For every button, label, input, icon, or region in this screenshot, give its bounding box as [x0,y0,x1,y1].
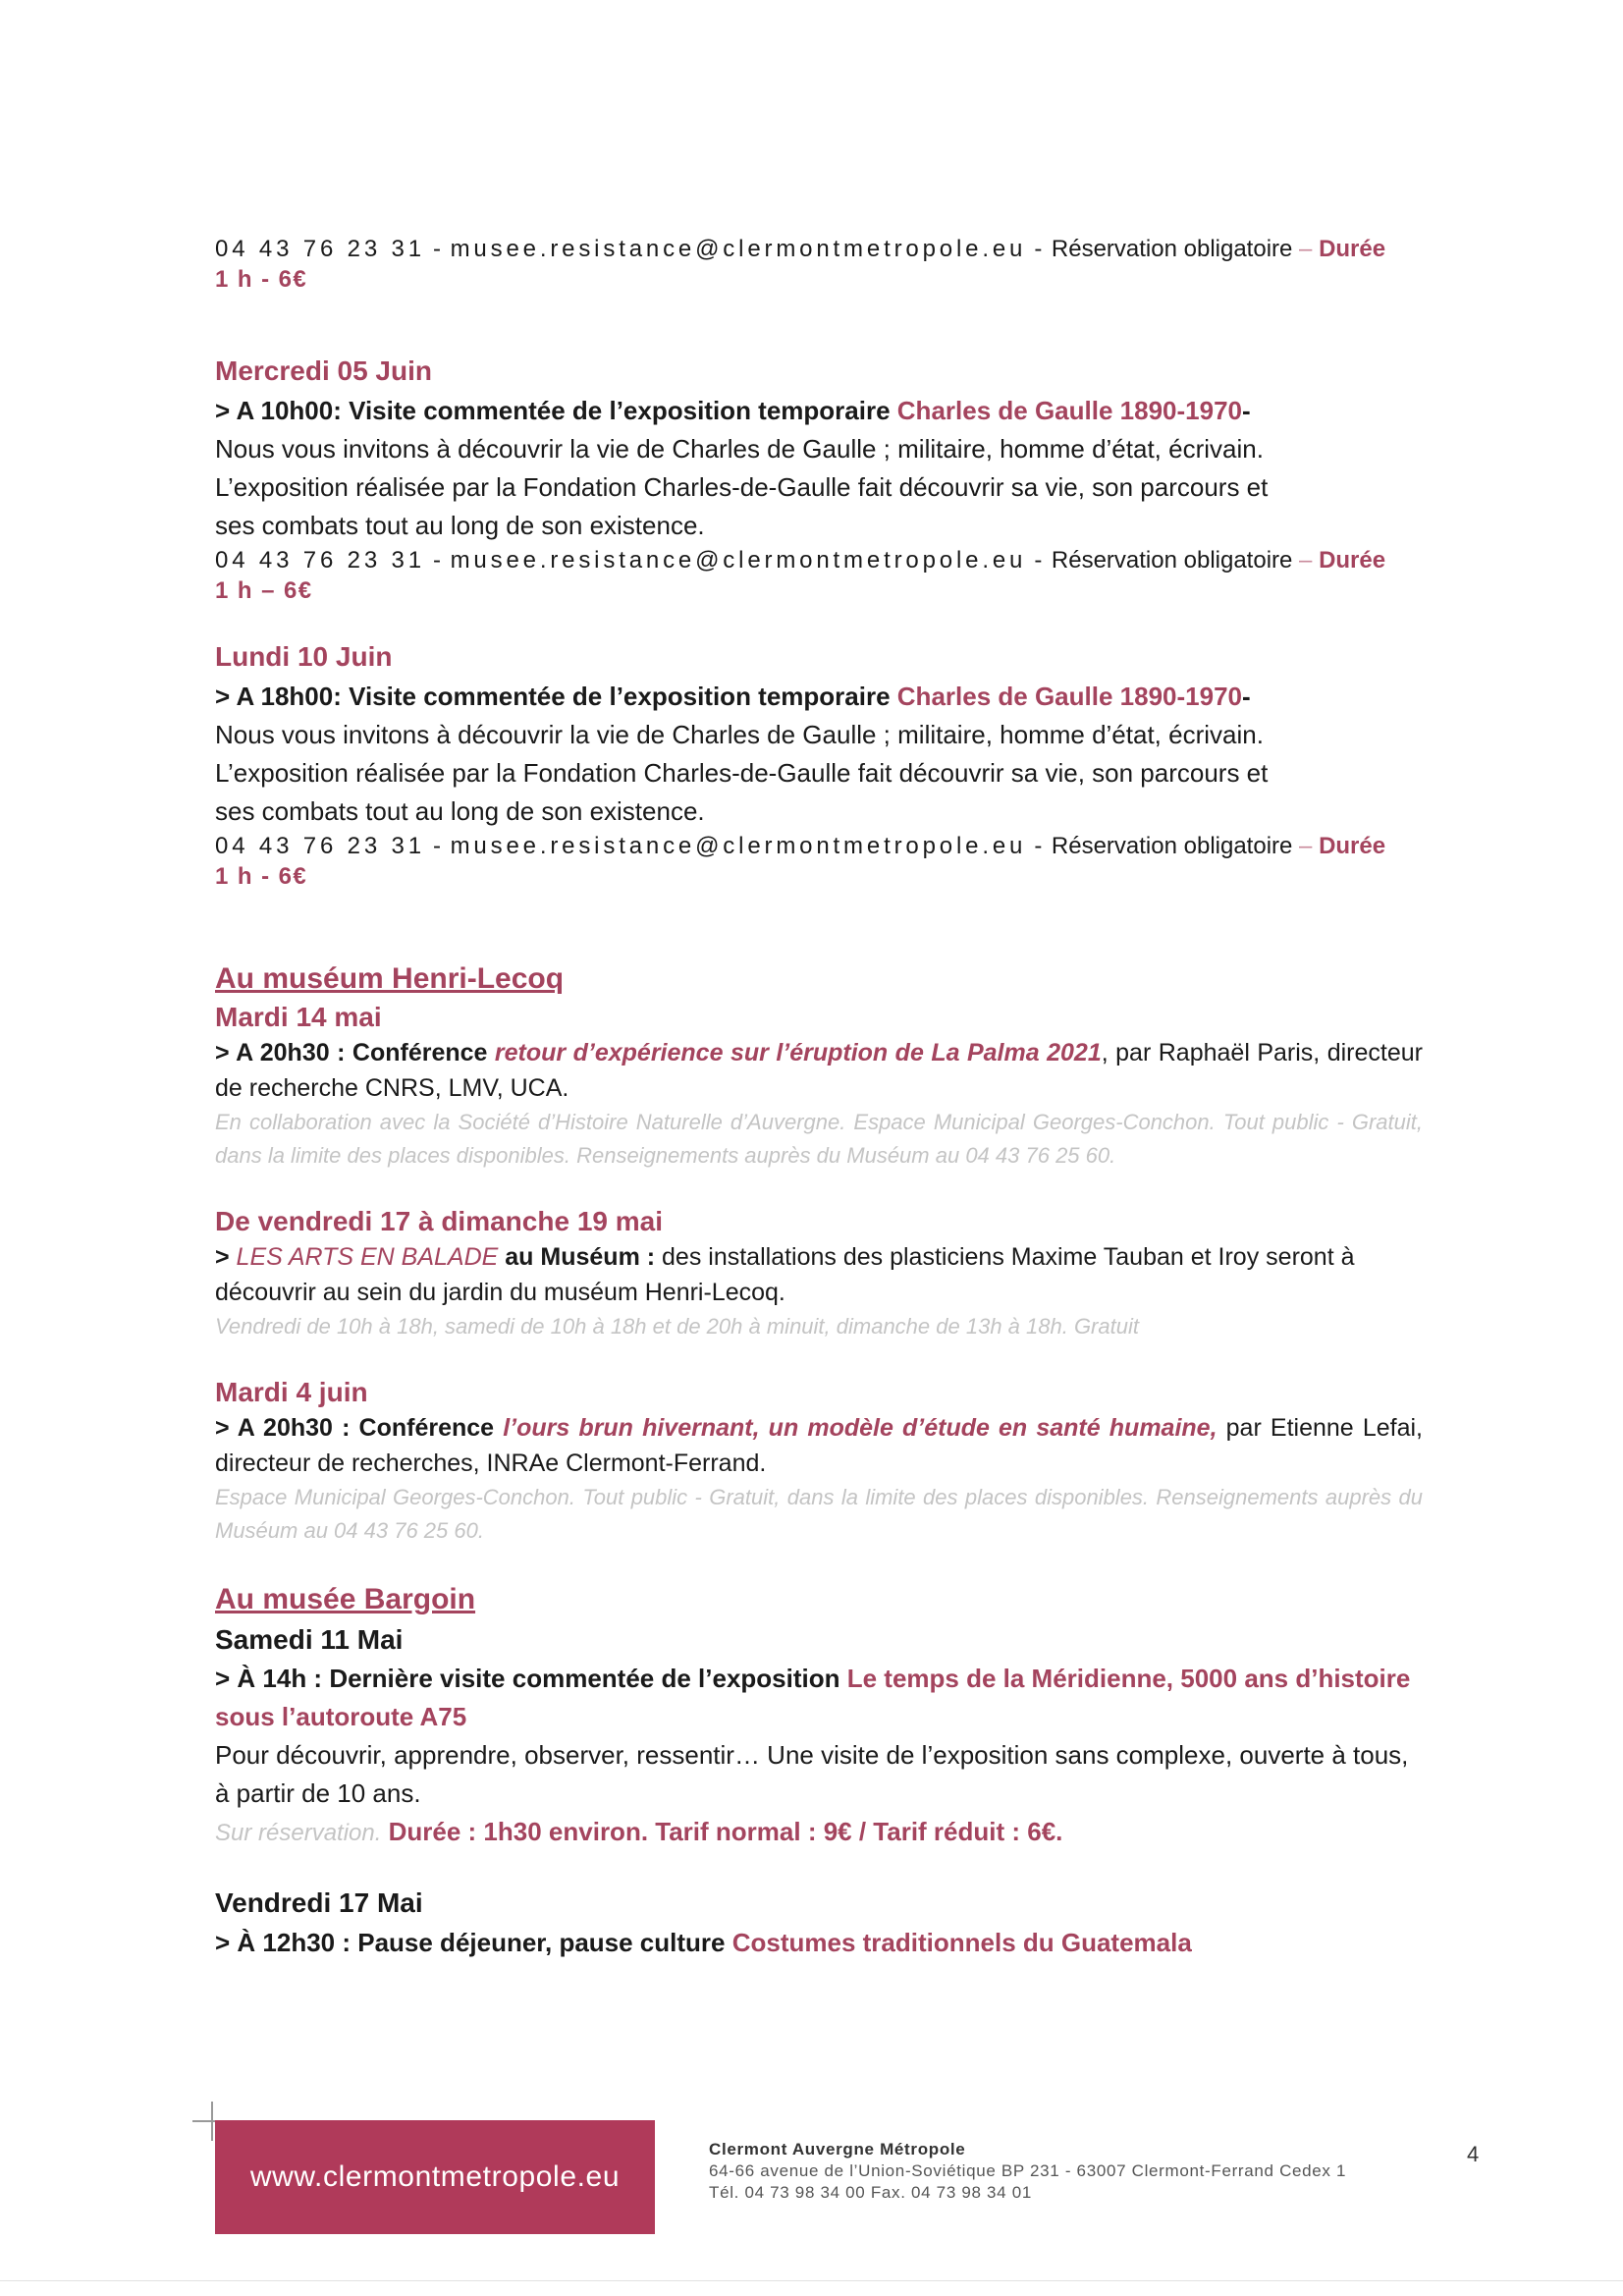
reservation-note: Sur réservation. [215,1820,382,1846]
event-note: En collaboration avec la Société d’Histoire Naturelle d’Auvergne. Espace Municipal Georges-Conchon. Tout public - Gratuit, dans la limite des places disponibles. Renseignements auprès du Muséum au 04 43 76 25 60. [215,1110,1423,1168]
email-link[interactable]: musee.resistance@clermontmetropole.eu [450,833,1027,859]
event-date: De vendredi 17 à dimanche 19 mai [215,1206,663,1236]
activity-lead: > A 20h30 : Conférence [215,1039,495,1066]
duration-label: Durée [1319,547,1386,574]
dash: – [1292,236,1320,262]
page-number: 4 [1467,2142,1480,2166]
event-date: Samedi 11 Mai [215,1624,404,1655]
venue-heading: Au musée Bargoin [215,1583,476,1615]
exhibition-title: Charles de Gaulle 1890-1970 [896,396,1242,425]
event-activity [215,1923,1423,1962]
venue-heading: Au muséum Henri-Lecoq [215,962,565,995]
phone-number: 04 43 76 23 31 [215,547,425,574]
price-text: 1 h - 6€ [215,863,308,890]
event-description-line: Nous vous invitons à découvrir la vie de Charles de Gaulle ; militaire, homme d’état, écrivain. [215,434,1264,464]
event-note: Espace Municipal Georges-Conchon. Tout public - Gratuit, dans la limite des places disponibles. Renseignements auprès du Muséum au 04 43 76 25 60. [215,1485,1423,1543]
event-title: LES ARTS EN BALADE [236,1243,499,1271]
event-date: Mardi 14 mai [215,1002,382,1032]
contact-line [215,545,1423,576]
activity-lead: > À 12h30 : Pause déjeuner, pause culture [215,1928,732,1957]
conference-title: l’ours brun hivernant, un modèle d’étude en santé humaine, [503,1414,1217,1442]
contact-block-top [215,234,1423,295]
activity-tail: - [1241,682,1251,711]
footer-address [709,2139,1416,2204]
phone-fax: Tél. 04 73 98 34 00 Fax. 04 73 98 34 01 [709,2183,1032,2202]
activity-lead: > À 14h : Dernière visite commentée de l’exposition [215,1664,847,1693]
event-activity [215,1035,1423,1106]
duration-label: Durée [1319,236,1386,262]
activity-tail: des installations des plasticiens Maxime Tauban et Iroy seront à découvrir au sein du jardin du muséum Henri-Lecoq. [215,1243,1355,1306]
activity-tail: , par Raphaël Paris, directeur de recherche CNRS, LMV, UCA. [215,1039,1423,1102]
activity-lead: > [215,1243,237,1271]
event-description-line: L’exposition réalisée par la Fondation Charles-de-Gaulle fait découvrir sa vie, son parcours et [215,472,1269,502]
section-musee-bargoin [215,1579,1423,1852]
conference-title: retour d’expérience sur l’éruption de La Palma 2021 [494,1039,1102,1066]
event-activity [215,677,1423,716]
event-activity [215,1660,1423,1736]
event-booking-info [215,1813,1423,1852]
activity-lead: > A 10h00: Visite commentée de l’exposition temporaire [215,396,897,425]
page-content [215,234,1423,1962]
activity-lead: > A 20h30 : Conférence [215,1414,504,1442]
dash: – [1292,547,1320,574]
event-lecoq-2 [215,1204,1423,1343]
event-note: Vendredi de 10h à 18h, samedi de 10h à 18h et de 20h à minuit, dimanche de 13h à 18h. Gratuit [215,1314,1139,1339]
event-date: Vendredi 17 Mai [215,1887,423,1918]
activity-lead: > A 18h00: Visite commentée de l’exposition temporaire [215,682,897,711]
event-resistance-2 [215,637,1423,892]
separator: - [1026,547,1052,574]
reservation-text: Réservation obligatoire [1051,236,1293,262]
email-link[interactable]: musee.resistance@clermontmetropole.eu [450,236,1027,262]
website-link[interactable]: www.clermontmetropole.eu [249,2160,621,2193]
phone-number: 04 43 76 23 31 [215,833,425,859]
activity-tail: - [1241,396,1251,425]
event-description-line: ses combats tout au long de son existence. [215,796,705,826]
section-museum-lecoq [215,958,1423,1173]
separator: - [1026,833,1052,859]
event-lecoq-3 [215,1375,1423,1548]
exhibition-title: Le temps de la Méridienne, 5000 ans d’histoire sous l’autoroute A75 [215,1664,1411,1731]
event-activity [215,1410,1423,1481]
event-date: Mercredi 05 Juin [215,355,432,386]
duration-label: Durée [1319,833,1386,859]
event-description: Pour découvrir, apprendre, observer, ressentir… Une visite de l’exposition sans complexe, ouverte à tous, à partir de 10 ans. [215,1740,1409,1808]
event-description-line: Nous vous invitons à découvrir la vie de Charles de Gaulle ; militaire, homme d’état, écrivain. [215,720,1264,749]
event-bargoin-2 [215,1884,1423,1962]
contact-line [215,831,1423,862]
organization-name: Clermont Auvergne Métropole [709,2140,966,2159]
event-date: Mardi 4 juin [215,1377,368,1407]
separator: - [424,547,451,574]
price-text: 1 h - 6€ [215,266,308,293]
exhibition-title: Costumes traditionnels du Guatemala [731,1928,1192,1957]
reservation-text: Réservation obligatoire [1051,547,1293,574]
contact-line [215,234,1423,265]
activity-bold: au Muséum : [498,1243,656,1271]
footer-website-banner[interactable] [215,2120,655,2234]
separator: - [424,833,451,859]
event-description-line: L’exposition réalisée par la Fondation Charles-de-Gaulle fait découvrir sa vie, son parcours et [215,758,1269,788]
email-link[interactable]: musee.resistance@clermontmetropole.eu [450,547,1027,574]
dash: – [1292,833,1320,859]
postal-address: 64-66 avenue de l’Union-Soviétique BP 231 - 63007 Clermont-Ferrand Cedex 1 [709,2161,1347,2180]
bottom-divider [0,2280,1623,2281]
event-resistance-1 [215,352,1423,606]
activity-tail: par Etienne Lefai, directeur de recherches, INRAe Clermont-Ferrand. [215,1414,1423,1477]
reservation-text: Réservation obligatoire [1051,833,1293,859]
separator: - [1026,236,1052,262]
event-activity [215,391,1423,430]
exhibition-title: Charles de Gaulle 1890-1970 [896,682,1242,711]
event-date: Lundi 10 Juin [215,641,393,672]
phone-number: 04 43 76 23 31 [215,236,425,262]
duration-price-info: Durée : 1h30 environ. Tarif normal : 9€ / Tarif réduit : 6€. [381,1817,1063,1846]
separator: - [424,236,451,262]
event-activity [215,1239,1423,1310]
price-text: 1 h – 6€ [215,577,313,604]
event-description-line: ses combats tout au long de son existence. [215,511,705,540]
